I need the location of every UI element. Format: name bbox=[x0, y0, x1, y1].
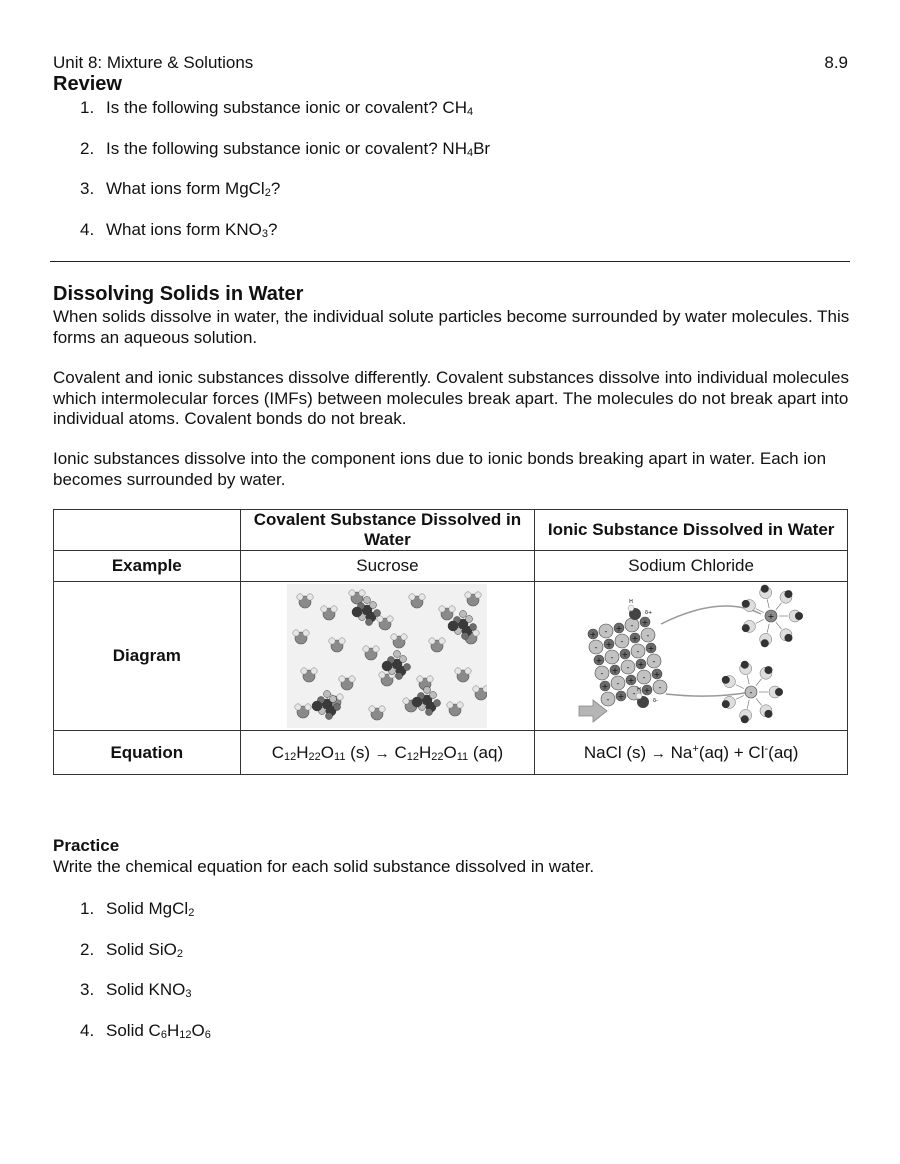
practice-item: 4. Solid $C_6H_{12}O_6$ bbox=[80, 1020, 211, 1041]
arrow-icon: → bbox=[650, 744, 666, 762]
svg-text:δ-: δ- bbox=[653, 698, 658, 704]
svg-text:+: + bbox=[767, 612, 775, 621]
svg-text:-: - bbox=[626, 663, 630, 672]
paragraph-aqueous: When solids dissolve in water, the individual solute particles become surrounded by water molecules. This forms an aqueous solution. bbox=[53, 307, 850, 347]
review-question: 1. Is the following substance ionic or covalent? $CH_4$ bbox=[80, 98, 474, 118]
svg-text:-: - bbox=[632, 689, 636, 698]
svg-text:-: - bbox=[620, 637, 624, 646]
row-header-diagram: Diagram bbox=[54, 582, 241, 731]
practice-instructions: Write the chemical equation for each solid substance dissolved in water. bbox=[53, 857, 595, 876]
diagram-covalent-cell bbox=[240, 582, 535, 731]
practice-item: 2. Solid SiO$_2$ bbox=[80, 939, 183, 960]
practice-item: 3. Solid $KNO_3$ bbox=[80, 980, 192, 1000]
svg-text:-: - bbox=[658, 683, 662, 692]
svg-text:-: - bbox=[606, 695, 610, 704]
review-question: 2. Is the following substance ionic or covalent? $NH_4Br$ bbox=[80, 138, 491, 159]
table-row-example bbox=[54, 551, 848, 582]
dissolving-heading: Dissolving Solids in Water bbox=[53, 283, 304, 305]
sucrose-in-water-diagram bbox=[287, 584, 487, 728]
svg-text:-: - bbox=[600, 669, 604, 678]
svg-text:+: + bbox=[653, 670, 661, 679]
table-row-equation bbox=[54, 731, 848, 775]
svg-text:+: + bbox=[643, 686, 651, 695]
svg-text:-: - bbox=[642, 673, 646, 682]
row-header-equation: Equation bbox=[54, 731, 241, 775]
table-row-diagram bbox=[54, 582, 848, 731]
dissolution-arrows bbox=[658, 606, 761, 696]
table-corner-cell bbox=[54, 510, 241, 551]
svg-text:-: - bbox=[604, 627, 608, 636]
svg-text:+: + bbox=[615, 624, 623, 633]
svg-text:+: + bbox=[589, 630, 597, 639]
hydrated-ions bbox=[722, 585, 803, 724]
svg-text:+: + bbox=[647, 644, 655, 653]
svg-text:δ+: δ+ bbox=[645, 610, 653, 616]
nacl-lattice bbox=[588, 617, 667, 706]
svg-text:-: - bbox=[616, 679, 620, 688]
svg-text:+: + bbox=[601, 682, 609, 691]
comparison-table bbox=[53, 509, 848, 775]
svg-text:+: + bbox=[637, 660, 645, 669]
svg-text:+: + bbox=[621, 650, 629, 659]
column-header-covalent: Covalent Substance Dissolved in Water bbox=[240, 510, 535, 551]
section-divider bbox=[50, 261, 850, 262]
review-question: 4. What ions form $KNO_3$? bbox=[80, 219, 278, 240]
equation-ionic: NaCl (s) → Na+(aq) + Cl-(aq) bbox=[535, 731, 848, 775]
arrow-icon: → bbox=[374, 744, 390, 762]
svg-text:+: + bbox=[605, 640, 613, 649]
svg-text:H: H bbox=[629, 599, 634, 605]
svg-text:-: - bbox=[594, 643, 598, 652]
unit-title: Unit 8: Mixture & Solutions bbox=[53, 53, 254, 72]
svg-text:+: + bbox=[595, 656, 603, 665]
svg-text:-: - bbox=[610, 653, 614, 662]
svg-text:-: - bbox=[652, 657, 656, 666]
practice-items bbox=[80, 898, 211, 1060]
review-questions bbox=[80, 97, 490, 259]
paragraph-covalent: Covalent and ionic substances dissolve differently. Covalent substances dissolve into individual molecules which intermolecular forces (IMFs) between molecules break apart. The molecules do not break apart into individual atoms. Covalent bonds do not break. bbox=[53, 368, 849, 428]
svg-text:+: + bbox=[641, 618, 649, 627]
equation-covalent: $C_{12}H_{22}O_{11}$ $(s) \to C_{12}H_{22}O_{11}$ (aq) bbox=[240, 731, 535, 775]
column-header-ionic: Ionic Substance Dissolved in Water bbox=[535, 510, 848, 551]
page-number: 8.9 bbox=[824, 53, 848, 72]
svg-text:-: - bbox=[630, 621, 634, 630]
svg-text:-: - bbox=[749, 688, 753, 697]
svg-text:-: - bbox=[636, 647, 640, 656]
table-header-row bbox=[54, 510, 848, 551]
nacl-dissolving-diagram bbox=[571, 584, 811, 728]
svg-text:H: H bbox=[637, 687, 642, 693]
svg-text:+: + bbox=[627, 676, 635, 685]
diagram-ionic-cell bbox=[535, 582, 848, 731]
svg-text:+: + bbox=[617, 692, 625, 701]
svg-text:+: + bbox=[611, 666, 619, 675]
example-ionic: Sodium Chloride bbox=[535, 551, 848, 582]
paragraph-ionic: Ionic substances dissolve into the component ions due to ionic bonds breaking apart in water. Each ion becomes surrounded by water. bbox=[53, 449, 827, 489]
row-header-example: Example bbox=[54, 551, 241, 582]
review-heading: Review bbox=[53, 73, 122, 95]
svg-text:-: - bbox=[646, 631, 650, 640]
review-question: 3. What ions form MgCl$_2$? bbox=[80, 179, 281, 199]
practice-item: 1. Solid MgCl$_2$ bbox=[80, 899, 195, 919]
example-covalent: Sucrose bbox=[240, 551, 535, 582]
practice-heading: Practice bbox=[53, 836, 120, 855]
svg-text:+: + bbox=[631, 634, 639, 643]
